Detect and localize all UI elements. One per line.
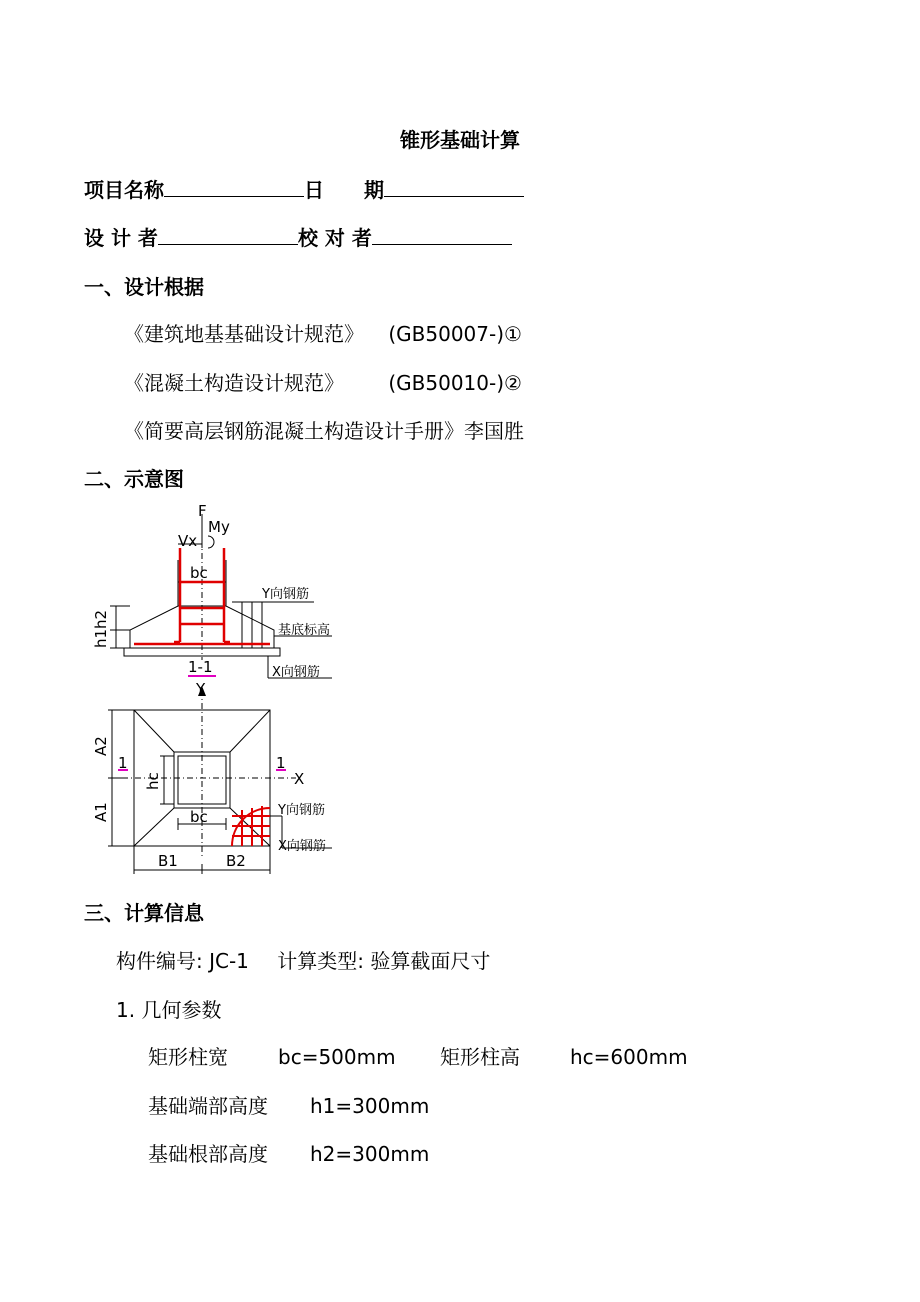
label-bc-top: bc bbox=[190, 564, 208, 582]
label-B2: B2 bbox=[226, 852, 246, 870]
param-value: hc=600mm bbox=[570, 1045, 688, 1069]
reference-code: (GB50010-)② bbox=[388, 371, 522, 395]
reference-name: 《简要高层钢筋混凝土构造设计手册》李国胜 bbox=[124, 419, 524, 443]
label-X: X bbox=[294, 770, 305, 788]
label-F: F bbox=[198, 502, 207, 520]
label-cut-left: 1 bbox=[118, 754, 128, 772]
param-row bbox=[148, 1138, 429, 1167]
reference-item bbox=[124, 367, 522, 396]
label-Vx: Vx bbox=[178, 532, 198, 550]
param-label: 矩形柱高 bbox=[440, 1045, 520, 1069]
label-section: 1-1 bbox=[188, 658, 213, 676]
checker-label: 校 对 者 bbox=[297, 226, 372, 250]
calc-type: 计算类型: 验算截面尺寸 bbox=[277, 949, 491, 973]
param-label: 基础端部高度 bbox=[148, 1094, 268, 1118]
label-x-rebar-plan: X向钢筋 bbox=[278, 839, 326, 854]
date-blank-line bbox=[384, 178, 524, 197]
reference-name: 《建筑地基基础设计规范》 bbox=[124, 322, 364, 346]
page-title: 锥形基础计算 bbox=[400, 128, 520, 152]
foundation-diagram bbox=[82, 500, 334, 880]
label-My: My bbox=[208, 518, 230, 536]
member-number: 构件编号: JC-1 bbox=[116, 949, 249, 973]
designer-checker-row bbox=[84, 222, 512, 251]
section-2-heading: 二、示意图 bbox=[84, 467, 184, 491]
checker-blank-line bbox=[372, 226, 512, 245]
subsection-geometry: 1. 几何参数 bbox=[116, 998, 222, 1022]
label-B1: B1 bbox=[158, 852, 178, 870]
label-h1h2: h1h2 bbox=[92, 609, 110, 648]
label-A2: A2 bbox=[92, 736, 110, 756]
param-row bbox=[148, 1090, 429, 1119]
section-1-heading: 一、设计根据 bbox=[84, 275, 204, 299]
param-row bbox=[148, 1041, 688, 1070]
designer-blank-line bbox=[158, 226, 298, 245]
member-info-line bbox=[116, 945, 490, 974]
project-date-row bbox=[84, 174, 524, 203]
label-y-rebar-plan: Y向钢筋 bbox=[278, 803, 325, 818]
label-hc: hc bbox=[144, 772, 162, 790]
label-y-rebar-top: Y向钢筋 bbox=[262, 587, 309, 602]
label-cut-right: 1 bbox=[276, 754, 286, 772]
param-label: 矩形柱宽 bbox=[148, 1045, 228, 1069]
reference-name: 《混凝土构造设计规范》 bbox=[124, 371, 344, 395]
param-label: 基础根部高度 bbox=[148, 1142, 268, 1166]
date-label: 日 期 bbox=[304, 178, 384, 202]
label-Y: Y bbox=[196, 680, 206, 698]
label-A1: A1 bbox=[92, 802, 110, 822]
label-x-rebar-top: X向钢筋 bbox=[272, 665, 320, 680]
param-value: bc=500mm bbox=[278, 1045, 396, 1069]
param-value: h2=300mm bbox=[310, 1142, 430, 1166]
project-blank-line bbox=[164, 178, 304, 197]
project-label: 项目名称 bbox=[84, 178, 164, 202]
reference-item bbox=[124, 318, 522, 347]
param-value: h1=300mm bbox=[310, 1094, 430, 1118]
reference-item bbox=[124, 415, 524, 444]
section-3-heading: 三、计算信息 bbox=[84, 901, 204, 925]
label-bc-plan: bc bbox=[190, 808, 208, 826]
label-base-elev: 基底标高 bbox=[278, 623, 331, 638]
reference-code: (GB50007-)① bbox=[388, 322, 522, 346]
designer-label: 设 计 者 bbox=[84, 226, 158, 250]
